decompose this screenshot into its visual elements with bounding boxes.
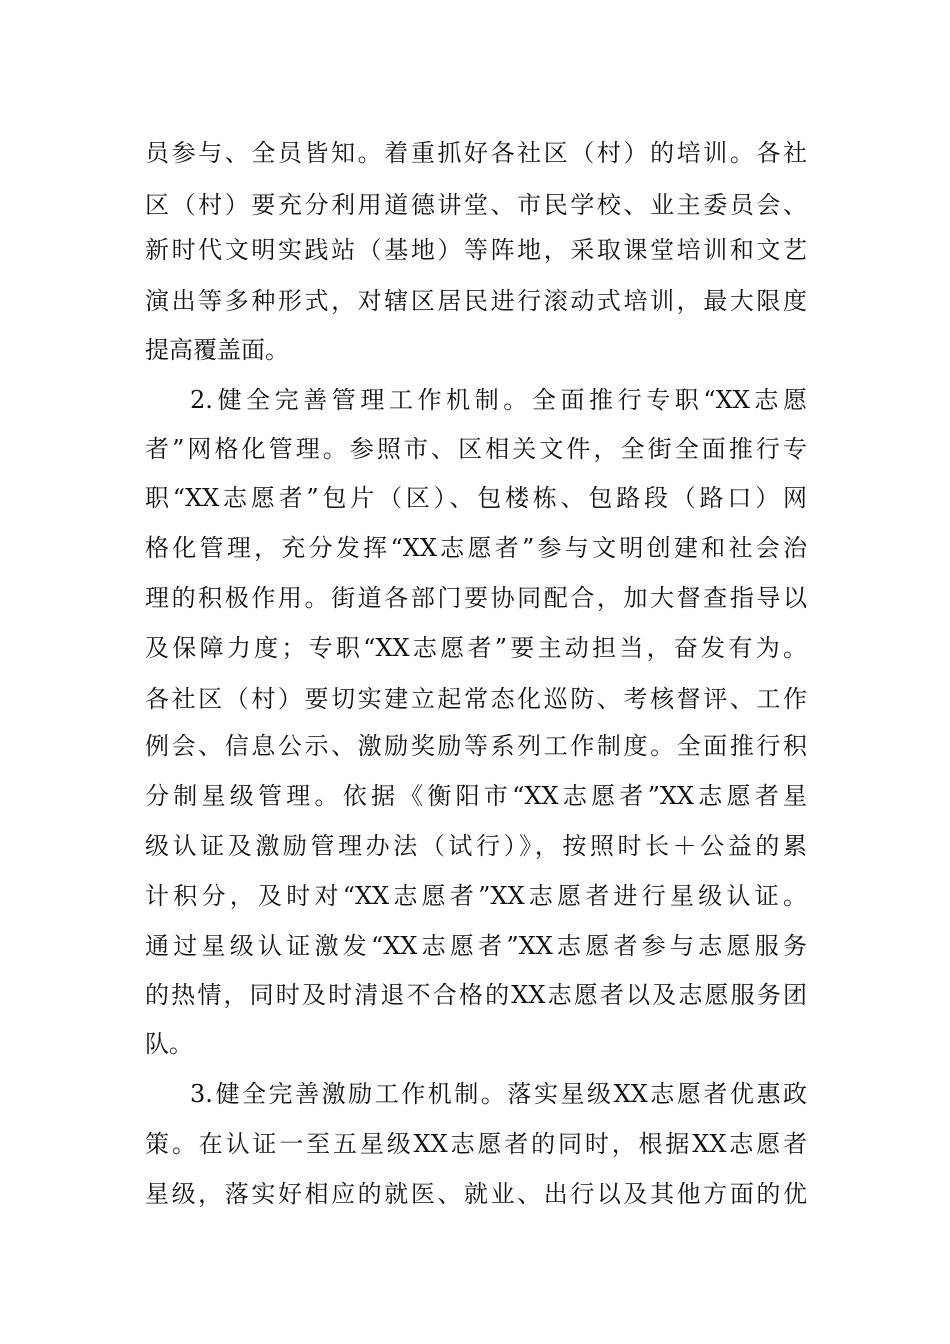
paragraph-line: 各社区（村）要切实建立起常态化巡防、考核督评、工作 <box>145 685 807 713</box>
paragraph-line: 例会、信息公示、激励奖励等系列工作制度。全面推行积 <box>145 732 807 760</box>
paragraph-line: 理的积极作用。街道各部门要协同配合，加大督查指导以 <box>145 584 807 612</box>
paragraph-line: 演出等多种形式，对辖区居民进行滚动式培训，最大限度 <box>145 287 807 315</box>
paragraph-line: 2.健全完善管理工作机制。全面推行专职“XX志愿 <box>190 386 807 414</box>
paragraph-line: 的热情，同时及时清退不合格的XX志愿者以及志愿服务团 <box>145 981 807 1009</box>
paragraph-line: 计积分，及时对“XX志愿者”XX志愿者进行星级认证。 <box>145 882 807 910</box>
paragraph-line: 星级，落实好相应的就医、就业、出行以及其他方面的优 <box>145 1180 807 1208</box>
paragraph-line: 分制星级管理。依据《衡阳市“XX志愿者”XX志愿者星 <box>145 782 807 810</box>
paragraph-line: 员参与、全员皆知。着重抓好各社区（村）的培训。各社 <box>145 139 807 167</box>
paragraph-line: 级认证及激励管理办法（试行）》，按照时长＋公益的累 <box>145 832 807 860</box>
paragraph-line: 格化管理，充分发挥“XX志愿者”参与文明创建和社会治 <box>145 534 807 562</box>
paragraph-line: 新时代文明实践站（基地）等阵地，采取课堂培训和文艺 <box>145 236 807 264</box>
paragraph-line: 通过星级认证激发“XX志愿者”XX志愿者参与志愿服务 <box>145 932 807 960</box>
paragraph-line: 及保障力度；专职“XX志愿者”要主动担当，奋发有为。 <box>145 634 807 662</box>
paragraph-line: 队。 <box>145 1030 193 1058</box>
paragraph-line: 提高覆盖面。 <box>145 336 289 364</box>
paragraph-line: 3.健全完善激励工作机制。落实星级XX志愿者优惠政 <box>190 1080 807 1108</box>
paragraph-line: 策。在认证一至五星级XX志愿者的同时，根据XX志愿者 <box>145 1130 807 1158</box>
paragraph-line: 职“XX志愿者”包片（区）、包楼栋、包路段（路口）网 <box>145 484 807 512</box>
paragraph-line: 者”网格化管理。参照市、区相关文件，全街全面推行专 <box>145 435 807 463</box>
paragraph-line: 区（村）要充分利用道德讲堂、市民学校、业主委员会、 <box>145 191 807 219</box>
